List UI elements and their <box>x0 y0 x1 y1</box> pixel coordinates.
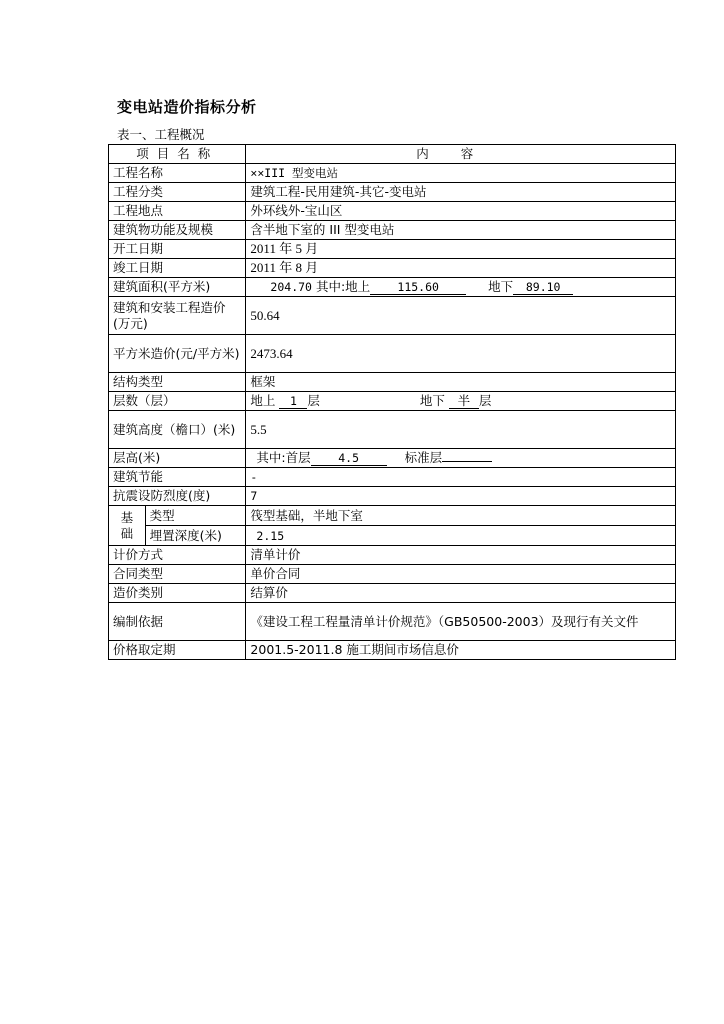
row-value: - <box>246 468 676 487</box>
table-row <box>109 584 676 603</box>
table-row <box>109 506 676 526</box>
floor-height-standard-value <box>442 461 492 462</box>
floor-area-above-value: 115.60 <box>370 280 466 295</box>
row-value: 框架 <box>246 373 676 392</box>
foundation-type-value: 筏型基础，半地下室 <box>246 506 676 526</box>
floor-area-value <box>246 278 676 297</box>
row-value: 2473.64 <box>246 335 676 373</box>
row-value: 含半地下室的 III 型变电站 <box>246 221 676 240</box>
header-label-cell <box>109 145 246 164</box>
row-value: 2011 年 5 月 <box>246 240 676 259</box>
table-row <box>109 468 676 487</box>
floors-above-suffix: 层 <box>307 393 320 408</box>
table-row <box>109 202 676 221</box>
foundation-label-bottom: 础 <box>120 525 134 541</box>
table-row <box>109 297 676 335</box>
row-label: 合同类型 <box>109 565 246 584</box>
table-row <box>109 335 676 373</box>
row-value: 50.64 <box>246 297 676 335</box>
project-overview-table <box>108 144 676 660</box>
floors-below-value: 半 <box>449 394 479 409</box>
row-label: 建筑面积(平方米) <box>109 278 246 297</box>
row-label: 价格取定期 <box>109 641 246 660</box>
floor-height-first-prefix: 其中:首层 <box>256 450 311 465</box>
floor-area-below-value: 89.10 <box>513 280 573 295</box>
table-caption: 表一、工程概况 <box>117 127 205 142</box>
table-row <box>109 411 676 449</box>
header-content: 内容 <box>416 146 506 161</box>
row-value: ××III 型变电站 <box>246 164 676 183</box>
table-row <box>109 221 676 240</box>
foundation-type-label: 类型 <box>145 506 246 526</box>
header-content-cell <box>246 145 676 164</box>
table-row <box>109 603 676 641</box>
floor-area-total: 204.70 <box>270 280 312 294</box>
foundation-depth-label: 埋置深度(米) <box>145 526 246 546</box>
row-label: 建筑高度（檐口）(米) <box>109 411 246 449</box>
row-label: 编制依据 <box>109 603 246 641</box>
table-row <box>109 546 676 565</box>
row-label: 工程名称 <box>109 164 246 183</box>
row-label: 竣工日期 <box>109 259 246 278</box>
table-row <box>109 259 676 278</box>
row-label: 工程分类 <box>109 183 246 202</box>
row-label: 建筑和安装工程造价(万元) <box>109 297 246 335</box>
floor-height-first-value: 4.5 <box>311 451 387 466</box>
table-row <box>109 164 676 183</box>
row-value: 5.5 <box>246 411 676 449</box>
row-label: 结构类型 <box>109 373 246 392</box>
floor-height-standard-prefix: 标准层 <box>404 450 443 465</box>
row-label: 建筑节能 <box>109 468 246 487</box>
row-label: 平方米造价(元/平方米) <box>109 335 246 373</box>
row-value: 2001.5-2011.8 施工期间市场信息价 <box>246 641 676 660</box>
table-header-row <box>109 145 676 164</box>
row-label: 开工日期 <box>109 240 246 259</box>
table-row <box>109 449 676 468</box>
page-title: 变电站造价指标分析 <box>117 98 257 116</box>
table-row <box>109 487 676 506</box>
table-row <box>109 373 676 392</box>
table-row <box>109 526 676 546</box>
floors-above-value: 1 <box>279 394 307 409</box>
row-label: 层数（层） <box>109 392 246 411</box>
row-value: 单价合同 <box>246 565 676 584</box>
row-value: 2011 年 8 月 <box>246 259 676 278</box>
floor-area-above-prefix: 其中:地上 <box>315 279 371 294</box>
table-row <box>109 392 676 411</box>
row-label: 工程地点 <box>109 202 246 221</box>
foundation-label <box>109 506 146 546</box>
row-label: 建筑物功能及规模 <box>109 221 246 240</box>
row-value: 结算价 <box>246 584 676 603</box>
row-value: 建筑工程-民用建筑-其它-变电站 <box>246 183 676 202</box>
table-row <box>109 641 676 660</box>
table-row <box>109 240 676 259</box>
foundation-depth-value: 2.15 <box>246 526 676 546</box>
row-label: 计价方式 <box>109 546 246 565</box>
table-row <box>109 183 676 202</box>
row-label: 层高(米) <box>109 449 246 468</box>
floors-value <box>246 392 676 411</box>
floors-below-suffix: 层 <box>478 393 492 408</box>
row-label: 抗震设防烈度(度) <box>109 487 246 506</box>
row-value: 清单计价 <box>246 546 676 565</box>
table-row <box>109 278 676 297</box>
floor-area-below-prefix: 地下 <box>488 279 514 294</box>
floors-below-prefix: 地下 <box>419 393 445 408</box>
row-value: 外环线外-宝山区 <box>246 202 676 221</box>
floor-height-value <box>246 449 676 468</box>
row-value: 《建设工程工程量清单计价规范》（GB50500-2003）及现行有关文件 <box>246 603 676 641</box>
header-label: 项目名称 <box>136 146 219 161</box>
floors-above-prefix: 地上 <box>250 393 276 408</box>
row-value: 7 <box>246 487 676 506</box>
row-label: 造价类别 <box>109 584 246 603</box>
table-row <box>109 565 676 584</box>
foundation-label-top: 基 <box>120 509 134 525</box>
